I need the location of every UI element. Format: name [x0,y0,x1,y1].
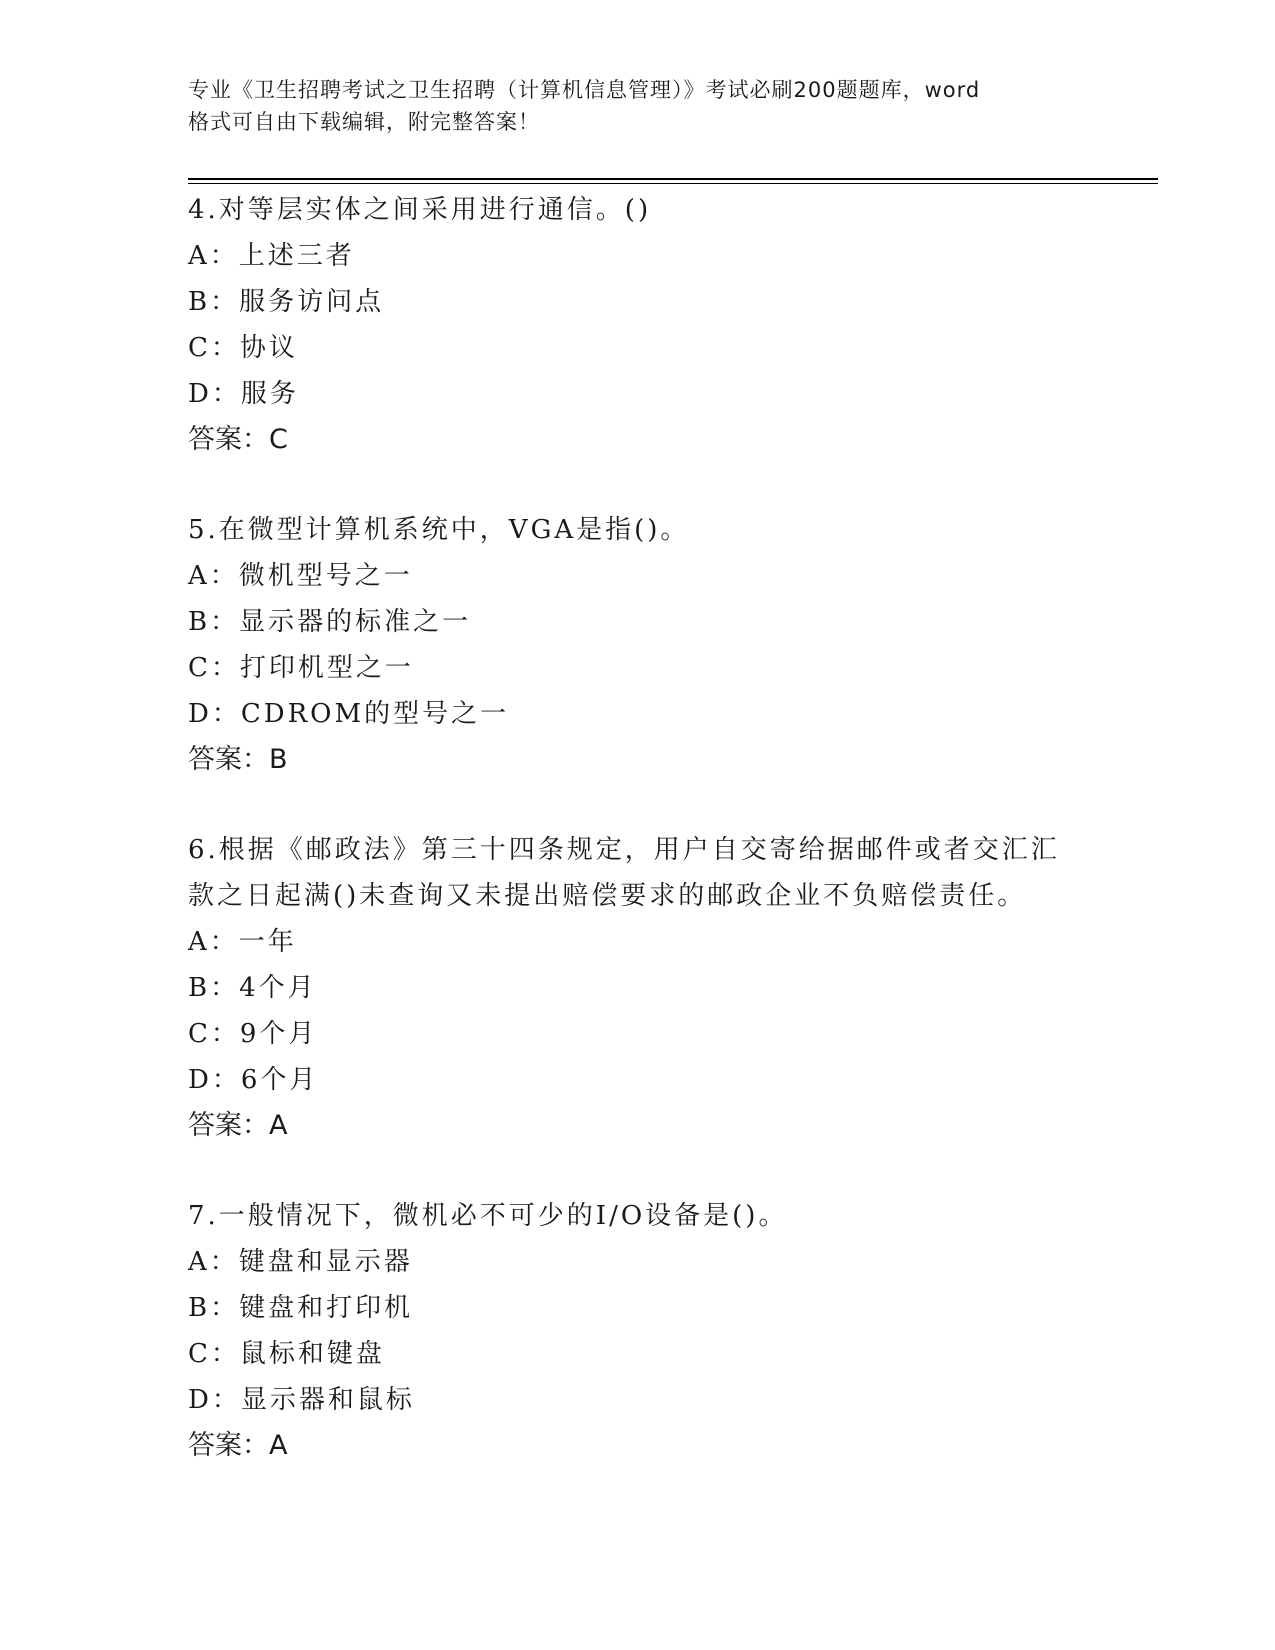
header-line-2: 格式可自由下载编辑，附完整答案！ [188,110,540,134]
question-list [188,187,1088,1513]
option-b: B：键盘和打印机 [188,1293,414,1323]
question-7 [188,1193,1088,1469]
option-c: C：9个月 [188,1019,318,1049]
option-b: B：服务访问点 [188,287,385,317]
option-c: C：鼠标和键盘 [188,1339,385,1369]
question-text: 7.一般情况下，微机必不可少的I/O设备是()。 [188,1201,788,1231]
document-header [188,74,1088,138]
option-a: A：键盘和显示器 [188,1247,413,1277]
question-text: 4.对等层实体之间采用进行通信。() [188,195,652,225]
option-c: C：协议 [188,333,298,363]
answer-line: 答案：C [188,424,288,455]
question-4 [188,187,1088,463]
header-line-1: 专业《卫生招聘考试之卫生招聘（计算机信息管理）》考试必刷200题题库，word [188,78,981,102]
answer-line: 答案：B [188,744,288,775]
header-divider-thin [188,183,1158,184]
question-text-line-2: 款之日起满()未查询又未提出赔偿要求的邮政企业不负赔偿责任。 [188,881,1027,911]
answer-line: 答案：A [188,1430,288,1461]
option-b: B：4个月 [188,973,317,1003]
answer-line: 答案：A [188,1110,288,1141]
question-6 [188,827,1088,1149]
option-a: A：上述三者 [188,241,355,271]
option-d: D：服务 [188,379,299,409]
option-b: B：显示器的标准之一 [188,607,472,637]
option-a: A：一年 [188,927,297,957]
option-d: D：显示器和鼠标 [188,1385,415,1415]
header-divider-thick [188,178,1158,180]
option-d: D：CDROM的型号之一 [188,699,510,729]
option-a: A：微机型号之一 [188,561,413,591]
question-5 [188,507,1088,783]
option-d: D：6个月 [188,1065,319,1095]
question-text-line-1: 6.根据《邮政法》第三十四条规定，用户自交寄给据邮件或者交汇汇 [188,835,1060,865]
question-text: 5.在微型计算机系统中，VGA是指()。 [188,515,690,545]
option-c: C：打印机型之一 [188,653,414,683]
